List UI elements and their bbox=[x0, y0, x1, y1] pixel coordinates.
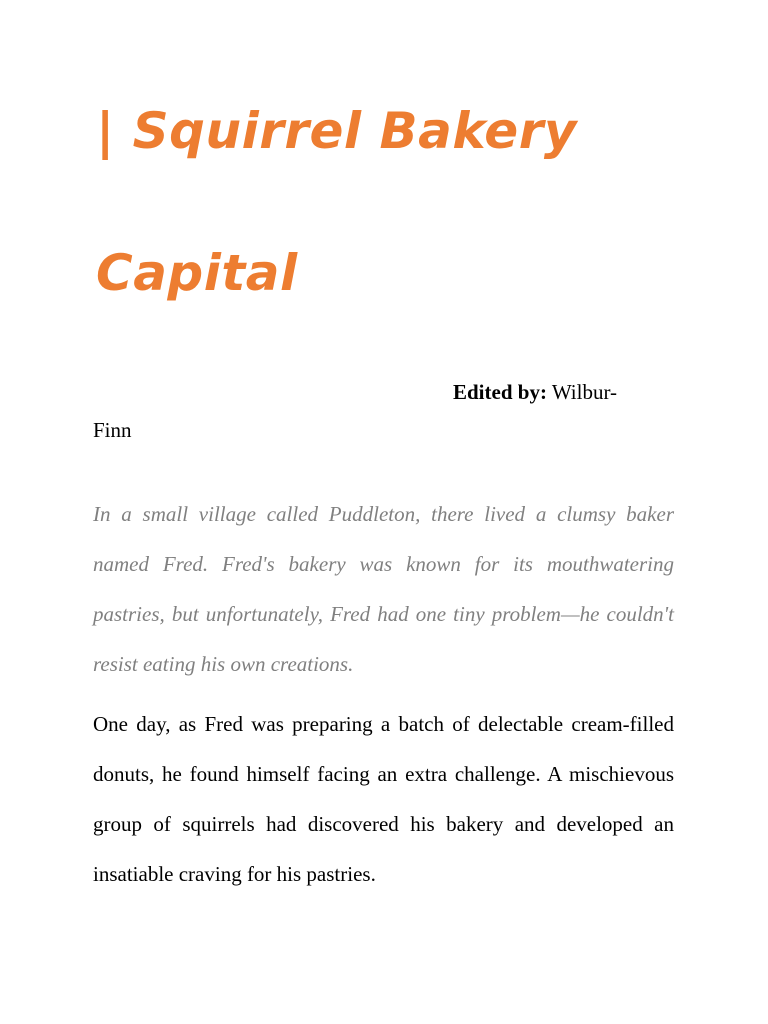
title-line-2: Capital bbox=[96, 244, 298, 302]
edited-by bbox=[453, 380, 617, 405]
edited-by-label: Edited by: bbox=[453, 380, 547, 404]
intro-paragraph: In a small village called Puddleton, there lived a clumsy baker named Fred. Fred's bakery was known for its mouthwatering pastries, but unfortunately, Fred had one tiny problem—he couldn't resist eating his own creations. bbox=[93, 502, 674, 676]
editor-name-part2: Finn bbox=[93, 418, 132, 442]
title-line-1: | Squirrel Bakery bbox=[96, 102, 577, 160]
editor-name-part1: Wilbur- bbox=[551, 380, 618, 404]
body-paragraph: One day, as Fred was preparing a batch of delectable cream-filled donuts, he found himself facing an extra challenge. A mischievous group of squirrels had discovered his bakery and developed an insatiable craving for his pastries. bbox=[93, 712, 674, 886]
